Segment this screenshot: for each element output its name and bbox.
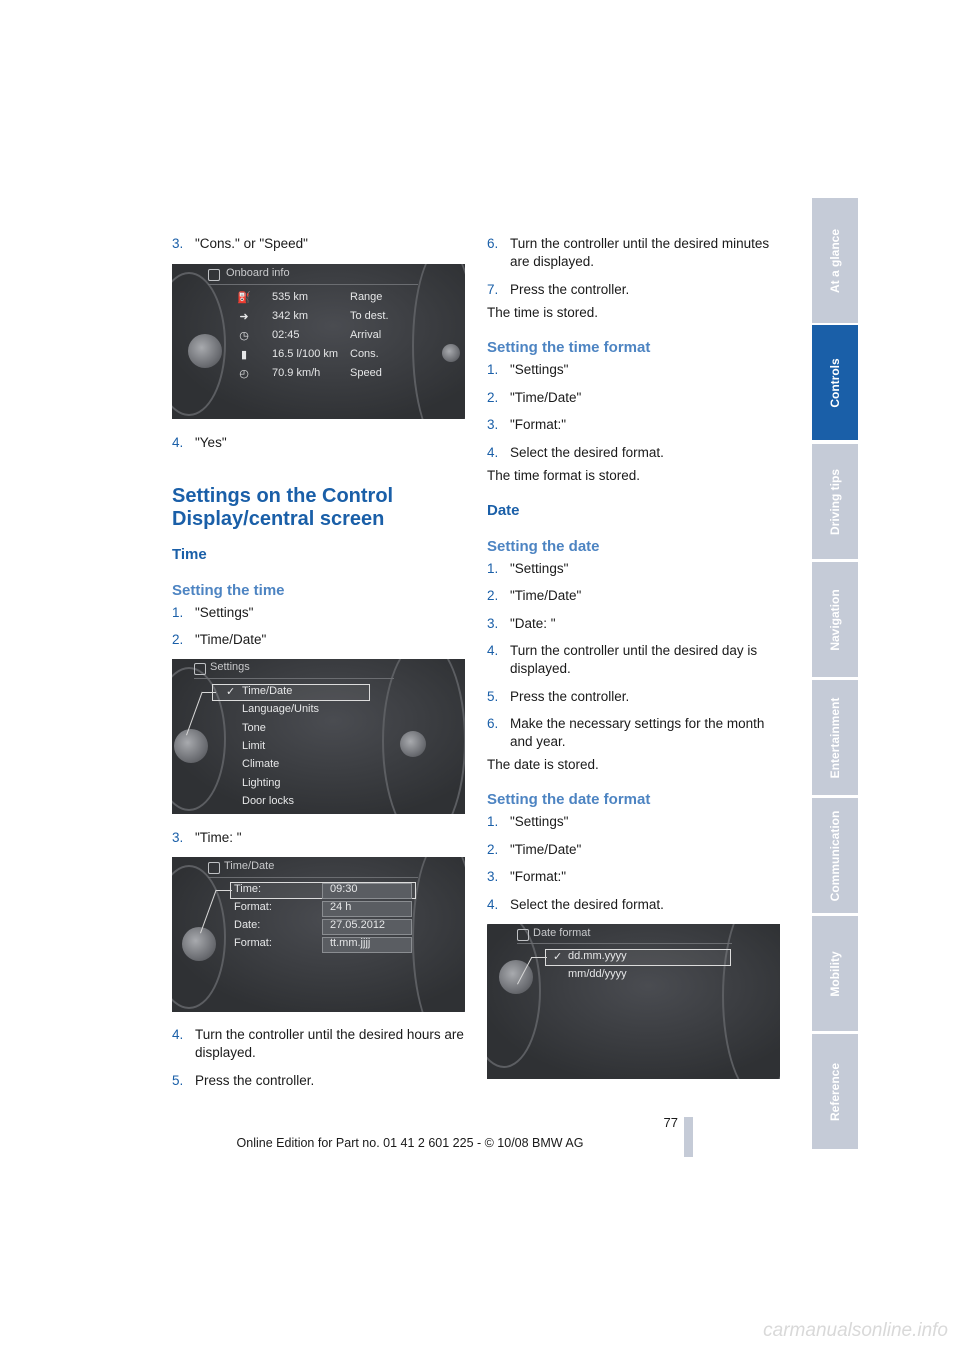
onboard-value: 535 km	[272, 291, 309, 303]
setting-time-heading: Setting the time	[172, 582, 285, 599]
settings-menu-item: Time/Date	[242, 685, 293, 697]
setting-date-heading: Setting the date	[487, 538, 600, 555]
tab-label: Entertainment	[828, 697, 842, 778]
date-stored-text: The date is stored.	[487, 757, 599, 772]
time-format-heading: Setting the time format	[487, 339, 651, 356]
speedometer-icon: ◴	[239, 368, 249, 380]
onboard-info-screenshot	[172, 264, 465, 419]
controller-knob-icon	[188, 334, 222, 368]
tab-label: Navigation	[828, 588, 842, 651]
time-date-label: Format:	[234, 901, 272, 913]
gear-icon	[194, 663, 206, 675]
tab-navigation[interactable]	[812, 562, 858, 677]
tab-label: Controls	[828, 357, 842, 408]
gear-icon	[517, 929, 529, 941]
check-icon: ✓	[553, 951, 563, 963]
tab-label: Reference	[828, 1062, 842, 1121]
destination-arrow-icon: ➜	[239, 311, 249, 323]
settings-menu-item: Limit	[242, 739, 266, 752]
date-format-screenshot	[487, 924, 780, 1079]
onboard-label: Cons.	[350, 348, 379, 360]
time-date-label: Format:	[234, 937, 272, 949]
date-format-option: dd.mm.yyyy	[568, 950, 627, 962]
tab-label: Communication	[828, 810, 842, 901]
gear-icon	[208, 862, 220, 874]
onboard-label: Range	[350, 291, 383, 303]
time-date-screenshot	[172, 857, 465, 1012]
tab-label: At a glance	[828, 228, 842, 293]
time-stored-text: The time is stored.	[487, 305, 599, 320]
controller-knob-icon	[174, 729, 208, 763]
section-heading: Settings on the Control Display/central screen	[172, 485, 394, 530]
settings-menu-item: Language/Units	[242, 703, 320, 716]
onboard-value: 16.5 l/100 km	[272, 348, 339, 360]
side-knob-icon	[400, 731, 426, 757]
tab-at-a-glance[interactable]	[812, 198, 858, 323]
time-date-label: Time:	[234, 883, 262, 895]
onboard-label: Arrival	[350, 329, 382, 341]
tab-label: Driving tips	[828, 468, 842, 535]
format-stored-text: The time format is stored.	[487, 468, 641, 483]
onboard-label: To dest.	[350, 310, 389, 322]
tab-driving-tips[interactable]	[812, 444, 858, 559]
clock-icon: ◷	[239, 330, 249, 342]
tab-mobility[interactable]	[812, 916, 858, 1031]
settings-menu-item: Lighting	[242, 776, 281, 789]
consumption-icon: ▮	[240, 349, 248, 361]
onboard-value: 02:45	[272, 329, 300, 341]
footer: Online Edition for Part no. 01 41 2 601 225 - © 10/08 BMW AG	[236, 1136, 584, 1150]
screen-title: Settings	[210, 661, 250, 673]
side-button-icon	[442, 344, 460, 362]
page-number: 77	[663, 1115, 678, 1130]
onboard-label: Speed	[350, 367, 382, 379]
time-date-label: Date:	[234, 919, 261, 931]
time-heading: Time	[172, 546, 207, 563]
screen-title: Date format	[533, 927, 591, 939]
time-date-value: 27.05.2012	[330, 919, 386, 931]
date-format-heading: Setting the date format	[487, 791, 651, 808]
watermark: carmanualsonline.info	[763, 1320, 948, 1341]
tab-label: Mobility	[828, 950, 842, 997]
tab-reference[interactable]	[812, 1034, 858, 1149]
onboard-value: 70.9 km/h	[272, 367, 321, 379]
screen-title: Onboard info	[226, 267, 290, 279]
tab-communication[interactable]	[812, 798, 858, 913]
time-date-value: 09:30	[330, 883, 358, 895]
menu-icon	[208, 269, 220, 281]
tab-entertainment[interactable]	[812, 680, 858, 795]
settings-menu-item: Climate	[242, 758, 280, 771]
time-date-value: tt.mm.jjjj	[330, 937, 371, 949]
onboard-value: 342 km	[272, 310, 309, 322]
settings-menu-screenshot	[172, 659, 465, 814]
screen-title: Time/Date	[224, 860, 275, 872]
time-date-value: 24 h	[330, 901, 352, 913]
tab-controls[interactable]	[812, 325, 858, 440]
check-icon: ✓	[226, 686, 236, 698]
settings-menu-item: Tone	[242, 721, 266, 734]
date-format-option: mm/dd/yyyy	[568, 968, 627, 980]
date-heading: Date	[487, 502, 520, 519]
fuel-pump-icon: ⛽	[237, 292, 251, 304]
settings-menu-item: Door locks	[242, 794, 294, 807]
